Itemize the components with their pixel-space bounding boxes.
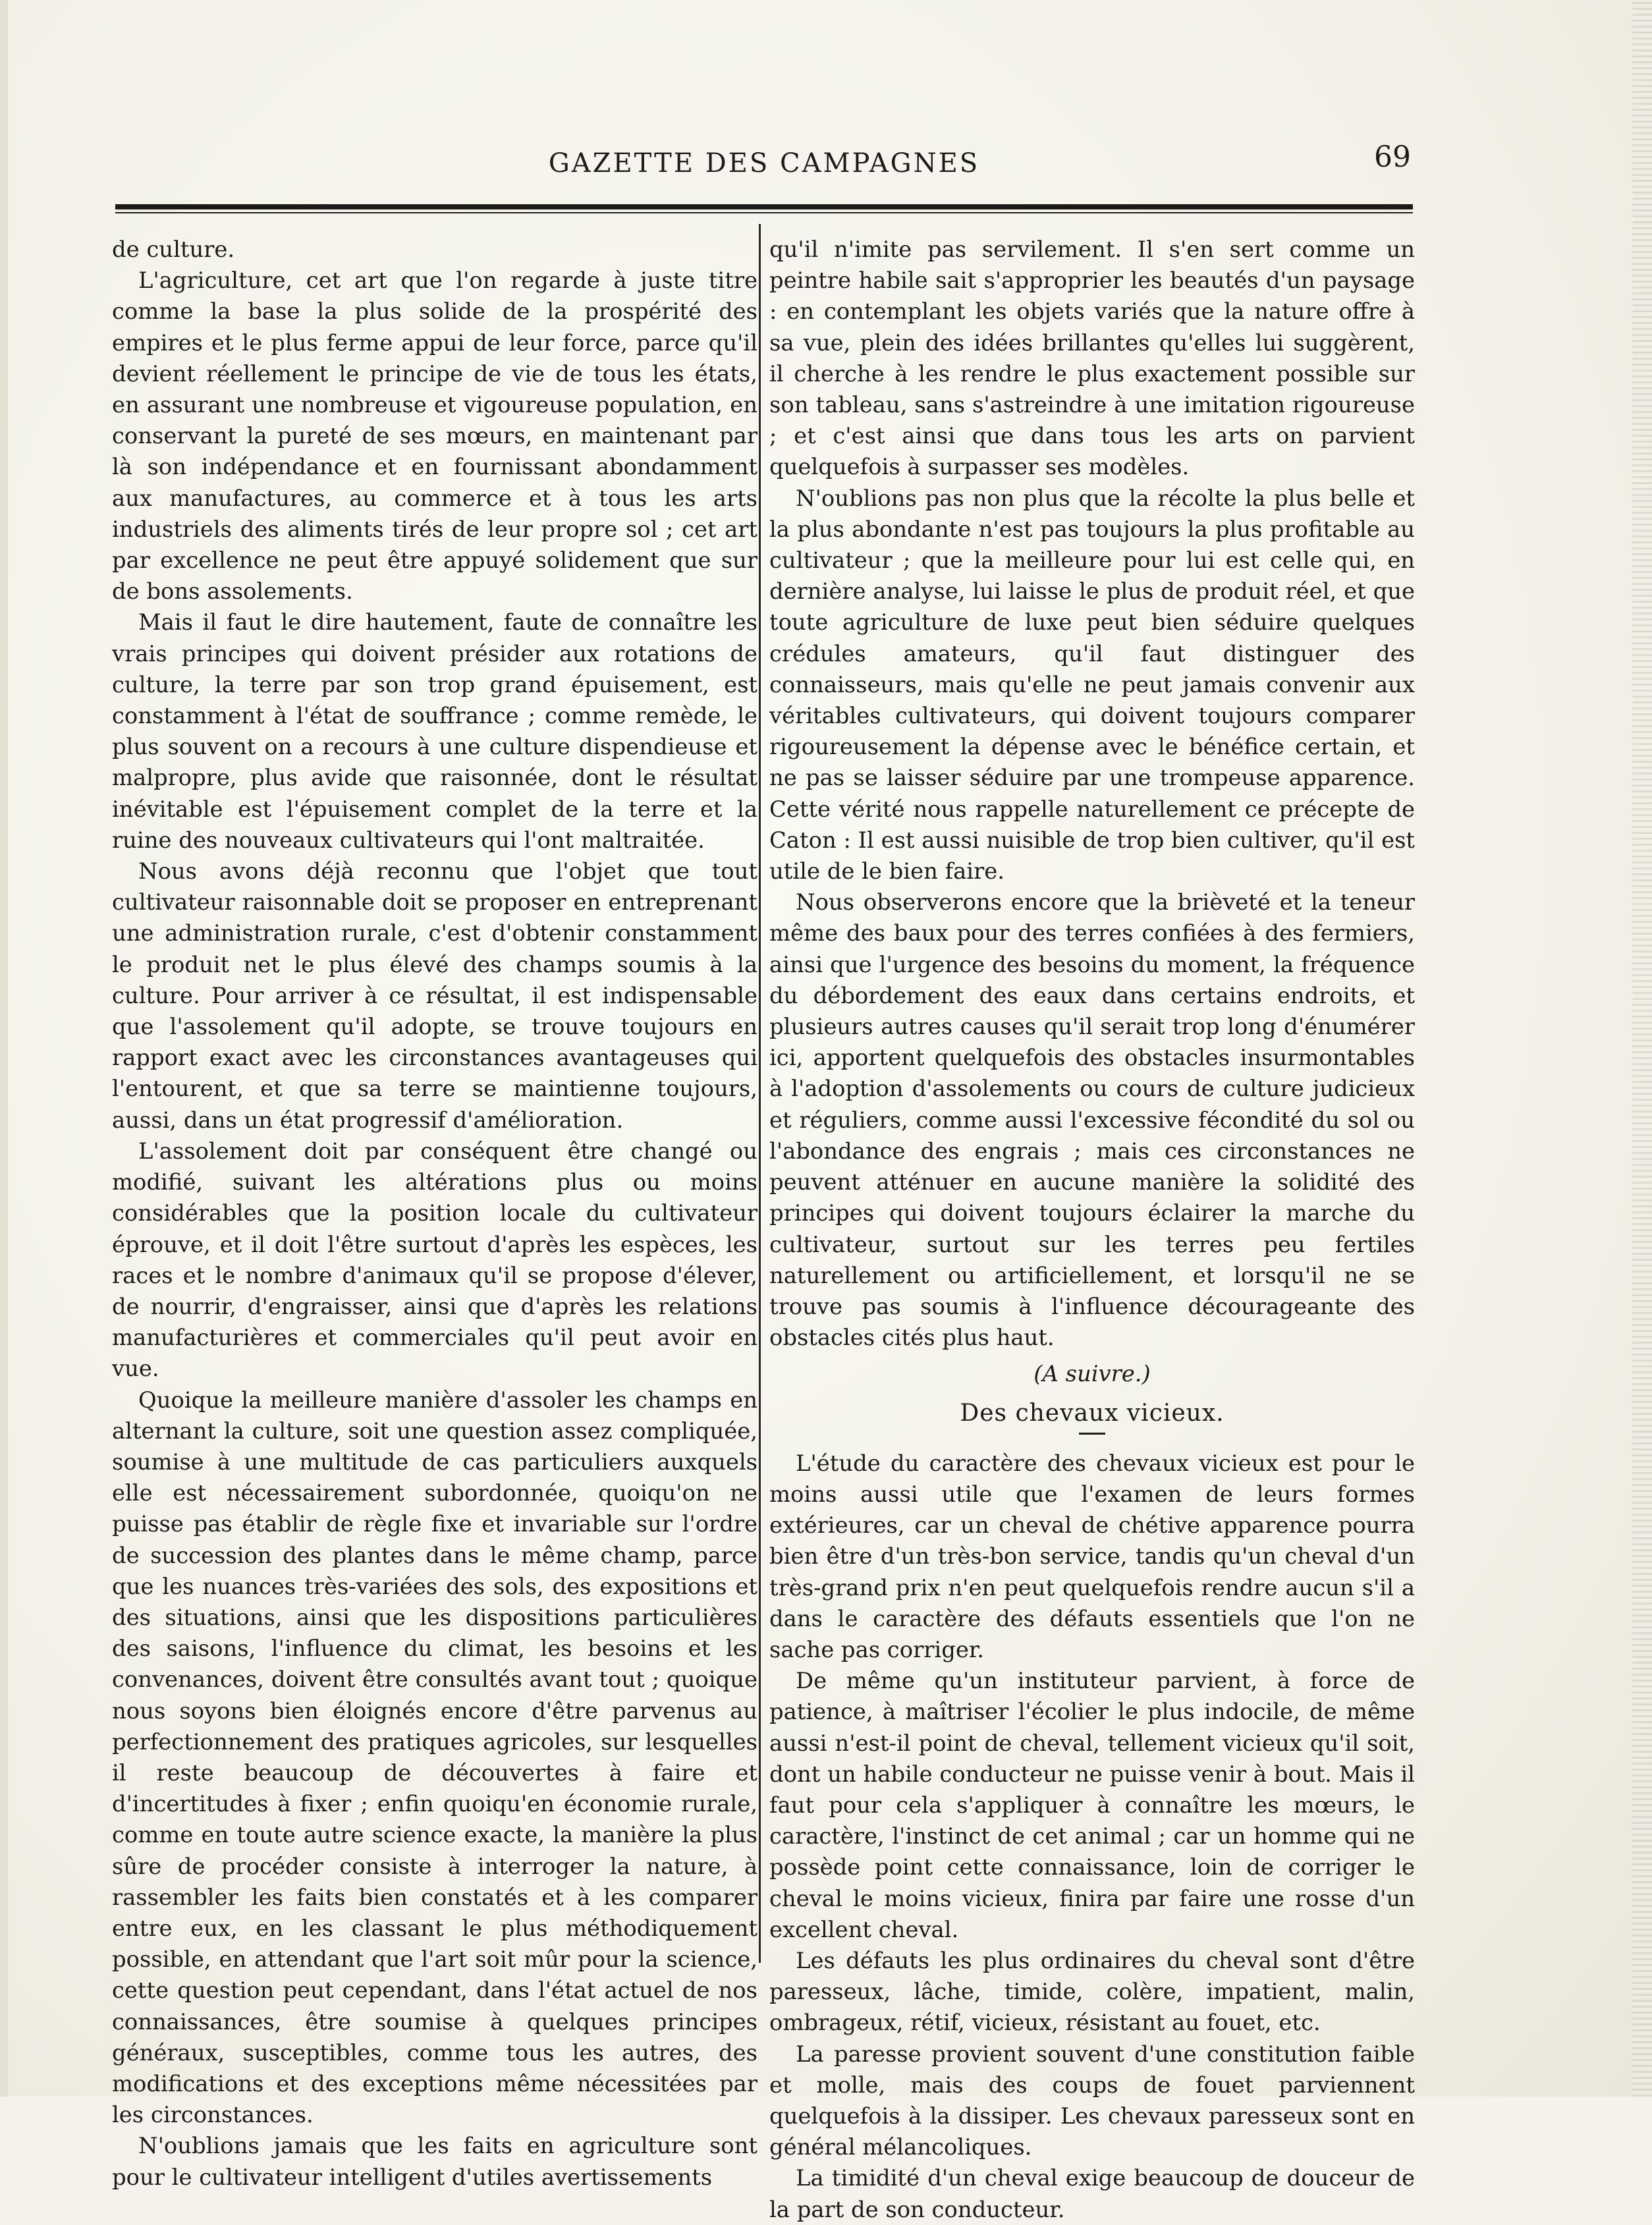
page-header: [112, 140, 1416, 188]
running-title: GAZETTE DES CAMPAGNES: [548, 148, 980, 179]
paragraph: La timidité d'un cheval exige beaucoup de douceur de la part de son conducteur.: [769, 2165, 1415, 2222]
paragraph: Nous observerons encore que la brièveté et la teneur même des baux pour des terres confiées à des fermiers, ainsi que l'urgence des besoins du moment, la fréquence du débordement des eaux dans certains endroits, et plusieurs autres causes qu'il serait trop long d'énumérer ici, apportent quelquefois des obstacles insurmontables à l'adoption d'assolements ou cours de culture judicieux et réguliers, comme aussi l'excessive fécondité du sol ou l'abondance des engrais ; mais ces circonstances ne peuvent atténuer en aucune manière la solidité des principes qui doivent toujours éclairer la marche du cultivateur, surtout sur les terres peu fertiles naturellement ou artificiellement, et lorsqu'il ne se trouve pas soumis à l'influence décourageante des obstacles cités plus haut.: [769, 889, 1415, 1351]
paragraph: L'assolement doit par conséquent être changé ou modifié, suivant les altérations plus ou moins considérables que la position locale du cultivateur éprouve, et il doit l'être surtout d'après les espèces, les races et le nombre d'animaux qu'il se propose d'élever, de nourrir, d'engraisser, ainsi que d'après les relations manufacturières et commerciales qu'il peut avoir en vue.: [112, 1138, 757, 1382]
paragraph: La paresse provient souvent d'une constitution faible et molle, mais des coups de fouet parviennent quelquefois à la dissiper. Les chevaux paresseux sont en général mélancoliques.: [769, 2041, 1415, 2160]
article-title: Des chevaux vicieux.: [960, 1399, 1225, 1427]
to-be-continued: (A suivre.): [1033, 1361, 1151, 1387]
right-column: [769, 234, 1415, 2225]
paragraph: Mais il faut le dire hautement, faute de connaître les vrais principes qui doivent présider aux rotations de culture, la terre par son trop grand épuisement, est constamment à l'état de souffrance ; comme remède, le plus souvent on a recours à une culture dispendieuse et malpropre, plus avide que raisonnée, dont le résultat inévitable est l'épuisement complet de la terre et la ruine des nouveaux cultivateurs qui l'ont maltraitée.: [112, 609, 757, 853]
header-rule-thick: [115, 204, 1413, 209]
page-right-edge: [1632, 0, 1652, 2097]
paragraph: de culture.: [112, 236, 235, 262]
title-dash: [1079, 1433, 1105, 1435]
left-column: [112, 234, 757, 2193]
paragraph: L'agriculture, cet art que l'on regarde à juste titre comme la base la plus solide de la prospérité des empires et le plus ferme appui de leur force, parce qu'il devient réellement le principe de vie de tous les états, en assurant une nombreuse et vigoureuse population, en conservant la pureté de ses mœurs, en maintenant par là son indépendance et en fournissant abondamment aux manufactures, au commerce et à tous les arts industriels des aliments tirés de leur propre sol ; cet art par excellence ne peut être appuyé solidement que sur de bons assolements.: [112, 267, 757, 605]
page-number: 69: [1374, 140, 1411, 174]
paragraph: De même qu'un instituteur parvient, à force de patience, à maîtriser l'écolier le plus indocile, de même aussi n'est-il point de cheval, tellement vicieux qu'il soit, dont un habile conducteur ne puisse venir à bout. Mais il faut pour cela s'appliquer à connaître les mœurs, le caractère, l'instinct de cet animal ; car un homme qui ne possède point cette connaissance, loin de corriger le cheval le moins vicieux, finira par faire une rosse d'un excellent cheval.: [769, 1668, 1415, 1942]
paragraph: Quoique la meilleure manière d'assoler les champs en alternant la culture, soit une question assez compliquée, soumise à une multitude de cas particuliers auxquels elle est nécessairement subordonnée, quoiqu'on ne puisse pas établir de règle fixe et invariable sur l'ordre de succession des plantes dans le même champ, parce que les nuances très-variées des sols, des expositions et des situations, ainsi que les dispositions particulières des saisons, l'influence du climat, les besoins et les convenances, doivent être consultés avant tout ; quoique nous soyons bien éloignés encore d'être parvenus au perfectionnement des pratiques agricoles, sur lesquelles il reste beaucoup de découvertes à faire et d'incertitudes à fixer ; enfin quoiqu'en économie rurale, comme en toute autre science exacte, la manière la plus sûre de procéder consiste à interroger la nature, à rassembler les faits bien constatés et à les comparer entre eux, en les classant le plus méthodiquement possible, en attendant que l'art soit mûr pour la science, cette question peut cependant, dans l'état actuel de nos connaissances, être soumise à quelques principes généraux, susceptibles, comme tous les autres, des modifications et des exceptions même nécessitées par les circonstances.: [112, 1387, 757, 2128]
page-left-edge: [0, 0, 8, 2097]
paragraph: Les défauts les plus ordinaires du cheval sont d'être paresseux, lâche, timide, colère, impatient, malin, ombrageux, rétif, vicieux, résistant au fouet, etc.: [769, 1947, 1415, 2036]
paragraph: Nous avons déjà reconnu que l'objet que tout cultivateur raisonnable doit se proposer en entreprenant une administration rurale, c'est d'obtenir constamment le produit net le plus élevé des champs soumis à la culture. Pour arriver à ce résultat, il est indispensable que l'assolement qu'il adopte, se trouve toujours en rapport exact avec les circonstances avantageuses qui l'entourent, et que sa terre se maintienne toujours, aussi, dans un état progressif d'amélioration.: [112, 858, 757, 1133]
header-rule-thin: [115, 212, 1413, 213]
paragraph: N'oublions jamais que les faits en agriculture sont pour le cultivateur intelligent d'utiles avertissements: [112, 2133, 757, 2190]
column-divider: [759, 224, 761, 1963]
paragraph: L'étude du caractère des chevaux vicieux est pour le moins aussi utile que l'examen de leurs formes extérieures, car un cheval de chétive apparence pourra bien être d'un très-bon service, tandis qu'un cheval d'un très-grand prix n'en peut quelquefois rendre aucun s'il a dans le caractère des défauts essentiels que l'on ne sache pas corriger.: [769, 1450, 1415, 1662]
paragraph: N'oublions pas non plus que la récolte la plus belle et la plus abondante n'est pas toujours la plus profitable au cultivateur ; que la meilleure pour lui est celle qui, en dernière analyse, lui laisse le plus de produit réel, et que toute agriculture de luxe peut bien séduire quelques crédules amateurs, qu'il faut distinguer des connaisseurs, mais qu'elle ne peut jamais convenir aux véritables cultivateurs, qui doivent toujours comparer rigoureusement la dépense avec le bénéfice certain, et ne pas se laisser séduire par une trompeuse apparence. Cette vérité nous rappelle naturellement ce précepte de Caton : Il est aussi nuisible de trop bien cultiver, qu'il est utile de le bien faire.: [769, 485, 1415, 885]
paragraph: qu'il n'imite pas servilement. Il s'en sert comme un peintre habile sait s'approprier les beautés d'un paysage : en contemplant les objets variés que la nature offre à sa vue, plein des idées brillantes qu'elles lui suggèrent, il cherche à les rendre le plus exactement possible sur son tableau, sans s'astreindre à une imitation rigoureuse ; et c'est ainsi que dans tous les arts on parvient quelquefois à surpasser ses modèles.: [769, 236, 1415, 480]
